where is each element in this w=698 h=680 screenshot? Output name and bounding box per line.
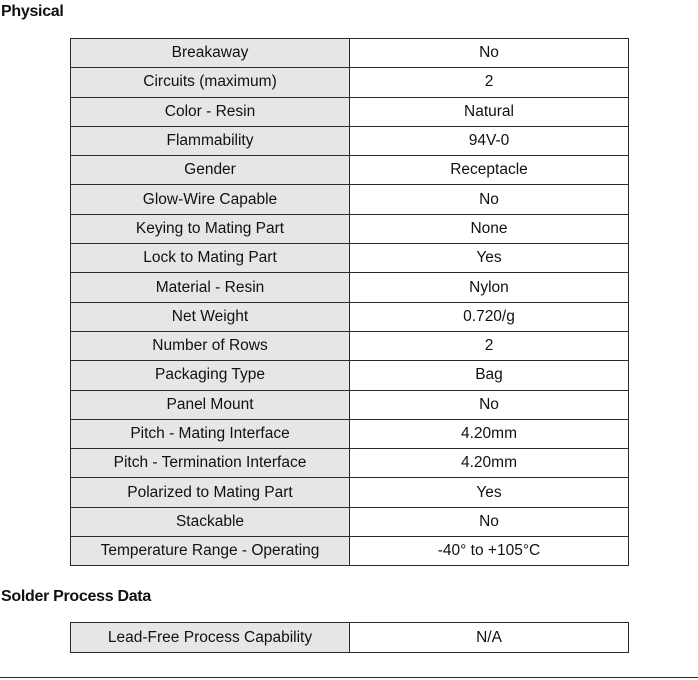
spec-value: Nylon <box>350 273 629 302</box>
spec-row <box>71 244 629 273</box>
spec-row <box>71 39 629 68</box>
spec-label: Breakaway <box>71 39 350 68</box>
spec-label: Lock to Mating Part <box>71 244 350 273</box>
spec-value: Bag <box>350 361 629 390</box>
spec-value: 0.720/g <box>350 302 629 331</box>
spec-label: Flammability <box>71 126 350 155</box>
spec-value: No <box>350 39 629 68</box>
spec-label: Color - Resin <box>71 97 350 126</box>
spec-label: Temperature Range - Operating <box>71 537 350 566</box>
spec-value: No <box>350 185 629 214</box>
spec-value: None <box>350 214 629 243</box>
spec-value: Yes <box>350 244 629 273</box>
spec-label: Circuits (maximum) <box>71 68 350 97</box>
spec-label: Panel Mount <box>71 390 350 419</box>
spec-label: Number of Rows <box>71 331 350 360</box>
spec-value: 4.20mm <box>350 419 629 448</box>
spec-label: Lead-Free Process Capability <box>71 623 350 653</box>
spec-row <box>71 185 629 214</box>
spec-row <box>71 214 629 243</box>
spec-value: 94V-0 <box>350 126 629 155</box>
spec-row <box>71 449 629 478</box>
spec-label: Material - Resin <box>71 273 350 302</box>
physical-spec-table <box>70 38 629 566</box>
spec-value: -40° to +105°C <box>350 537 629 566</box>
spec-value: N/A <box>350 623 629 653</box>
spec-label: Net Weight <box>71 302 350 331</box>
spec-row <box>71 478 629 507</box>
spec-value: Yes <box>350 478 629 507</box>
spec-label: Pitch - Mating Interface <box>71 419 350 448</box>
footer-divider <box>0 677 698 678</box>
spec-row <box>71 537 629 566</box>
spec-label: Stackable <box>71 507 350 536</box>
spec-row <box>71 507 629 536</box>
spec-row <box>71 126 629 155</box>
spec-row <box>71 390 629 419</box>
spec-value: 2 <box>350 68 629 97</box>
spec-label: Packaging Type <box>71 361 350 390</box>
spec-value: No <box>350 390 629 419</box>
spec-row <box>71 623 629 653</box>
spec-value: 2 <box>350 331 629 360</box>
solder-section-title: Solder Process Data <box>1 588 151 605</box>
spec-label: Gender <box>71 156 350 185</box>
spec-row <box>71 156 629 185</box>
spec-value: 4.20mm <box>350 449 629 478</box>
spec-label: Polarized to Mating Part <box>71 478 350 507</box>
spec-row <box>71 68 629 97</box>
spec-label: Pitch - Termination Interface <box>71 449 350 478</box>
spec-row <box>71 273 629 302</box>
spec-value: No <box>350 507 629 536</box>
spec-row <box>71 419 629 448</box>
physical-spec-table-body <box>71 39 629 566</box>
physical-section-title: Physical <box>1 3 64 20</box>
spec-row <box>71 97 629 126</box>
spec-value: Natural <box>350 97 629 126</box>
spec-row <box>71 302 629 331</box>
spec-row <box>71 331 629 360</box>
spec-label: Glow-Wire Capable <box>71 185 350 214</box>
solder-spec-table-body <box>71 623 629 653</box>
solder-spec-table <box>70 622 629 653</box>
spec-row <box>71 361 629 390</box>
spec-value: Receptacle <box>350 156 629 185</box>
spec-label: Keying to Mating Part <box>71 214 350 243</box>
